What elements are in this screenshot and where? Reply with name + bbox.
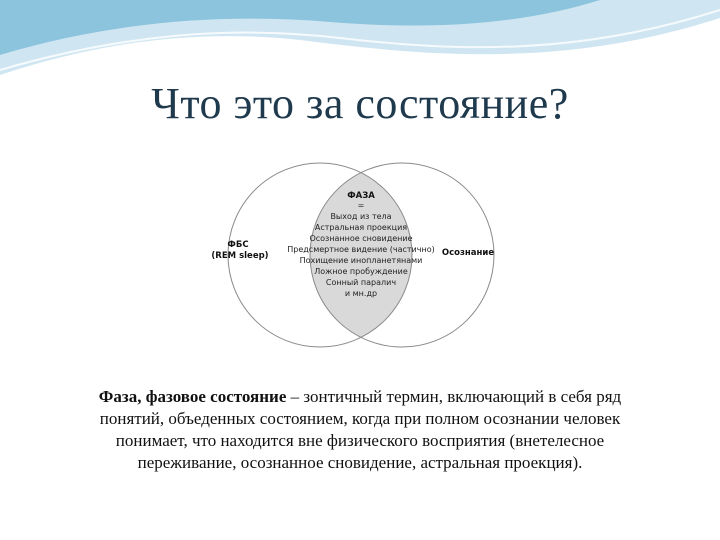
intersection-item: Сонный паралич [325, 278, 397, 287]
intersection-item: и мн.др [344, 289, 378, 298]
intersection-title: ФАЗА [347, 191, 375, 201]
intersection-item: Предсмертное видение (частично) [287, 245, 435, 254]
caption-text: – зонтичный термин, включающий в себя ряд понятий, объеденных состоянием, когда при полном осознании человек понимает, что находится вне физического восприятия (внетелесное переживание, осознанное сновидение, астральная проекция). [99, 387, 622, 472]
definition-caption [70, 386, 650, 474]
caption-term: Фаза, фазовое состояние [98, 387, 287, 406]
venn-diagram [200, 155, 522, 355]
intersection-item: Выход из тела [330, 212, 392, 221]
left-circle-label-2: (REM sleep) [211, 251, 269, 261]
slide-title: Что это за состояние? [151, 79, 569, 128]
header-wave-decoration [0, 0, 720, 90]
intersection-item: Похищение инопланетянами [299, 256, 423, 265]
intersection-item: = [357, 201, 365, 210]
intersection-item: Астральная проекция [314, 223, 408, 232]
intersection-item: Ложное пробуждение [314, 267, 408, 276]
intersection-item: Осознанное сновидение [309, 234, 413, 243]
left-circle-label-1: ФБС [227, 240, 249, 250]
right-circle-label: Осознание [441, 248, 495, 258]
venn-svg [200, 155, 522, 355]
